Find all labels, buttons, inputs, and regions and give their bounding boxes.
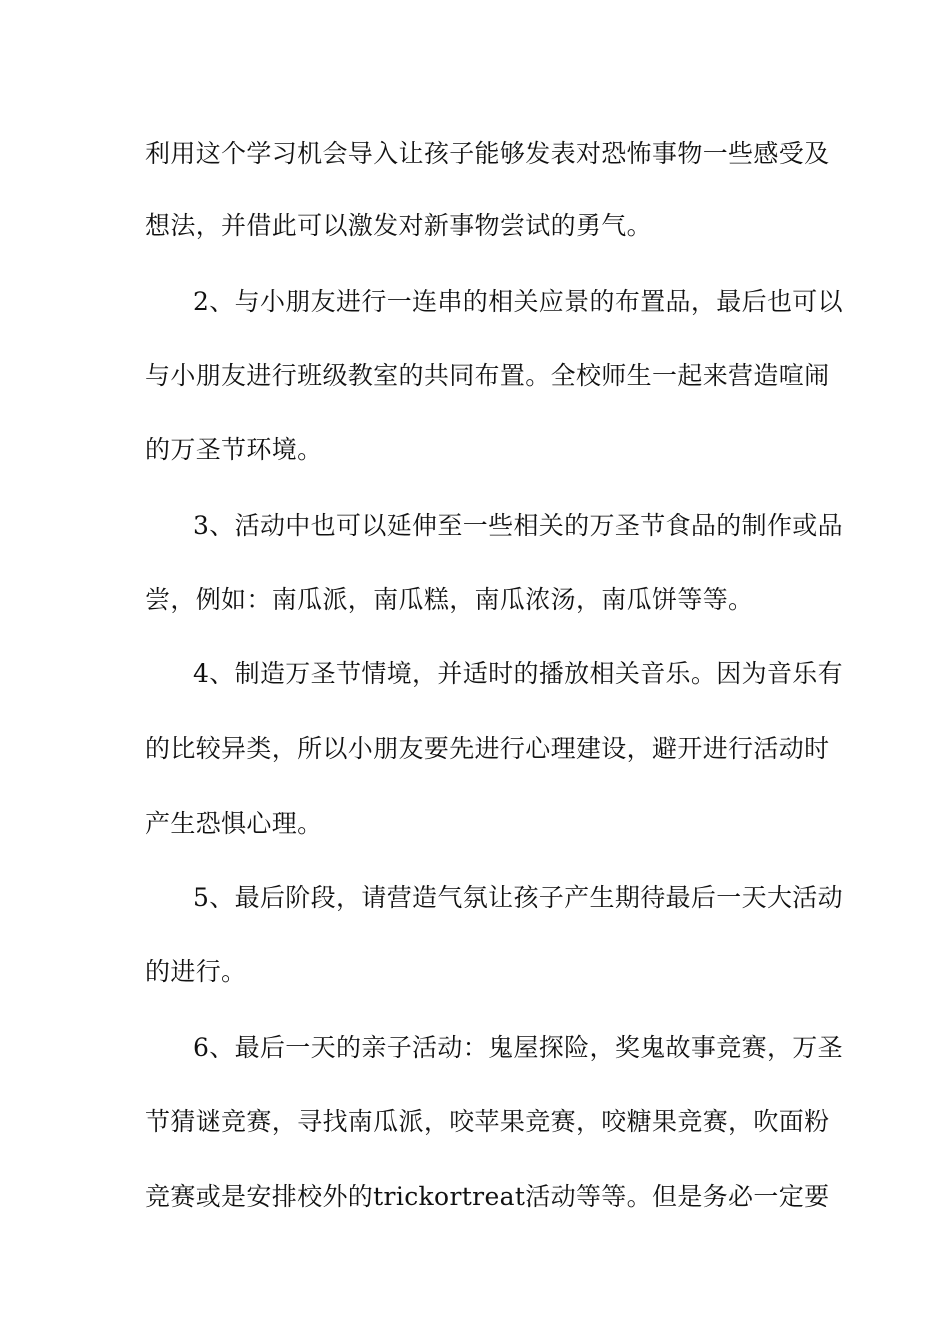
- text-line: 利用这个学习机会导入让孩子能够发表对恐怖事物一些感受及: [145, 139, 830, 168]
- paragraph-first-line: 6、最后一天的亲子活动：鬼屋探险，奖鬼故事竞赛，万圣: [193, 1033, 844, 1062]
- text-line: 的比较异类，所以小朋友要先进行心理建设，避开进行活动时: [145, 734, 830, 763]
- paragraph-first-line: 4、制造万圣节情境，并适时的播放相关音乐。因为音乐有: [193, 659, 844, 688]
- text-line: 竞赛或是安排校外的trickortreat活动等等。但是务必一定要: [145, 1182, 830, 1211]
- text-line: 的进行。: [145, 957, 247, 986]
- paragraph-first-line: 5、最后阶段，请营造气氛让孩子产生期待最后一天大活动: [193, 883, 844, 912]
- text-line: 产生恐惧心理。: [145, 809, 323, 838]
- text-line: 与小朋友进行班级教室的共同布置。全校师生一起来营造喧闹: [145, 361, 830, 390]
- text-line: 想法，并借此可以激发对新事物尝试的勇气。: [145, 211, 653, 240]
- text-line: 尝，例如：南瓜派，南瓜糕，南瓜浓汤，南瓜饼等等。: [145, 585, 754, 614]
- text-line: 的万圣节环境。: [145, 435, 323, 464]
- text-line: 节猜谜竞赛，寻找南瓜派，咬苹果竞赛，咬糖果竞赛，吹面粉: [145, 1107, 830, 1136]
- paragraph-first-line: 2、与小朋友进行一连串的相关应景的布置品，最后也可以: [193, 287, 844, 316]
- paragraph-first-line: 3、活动中也可以延伸至一些相关的万圣节食品的制作或品: [193, 511, 844, 540]
